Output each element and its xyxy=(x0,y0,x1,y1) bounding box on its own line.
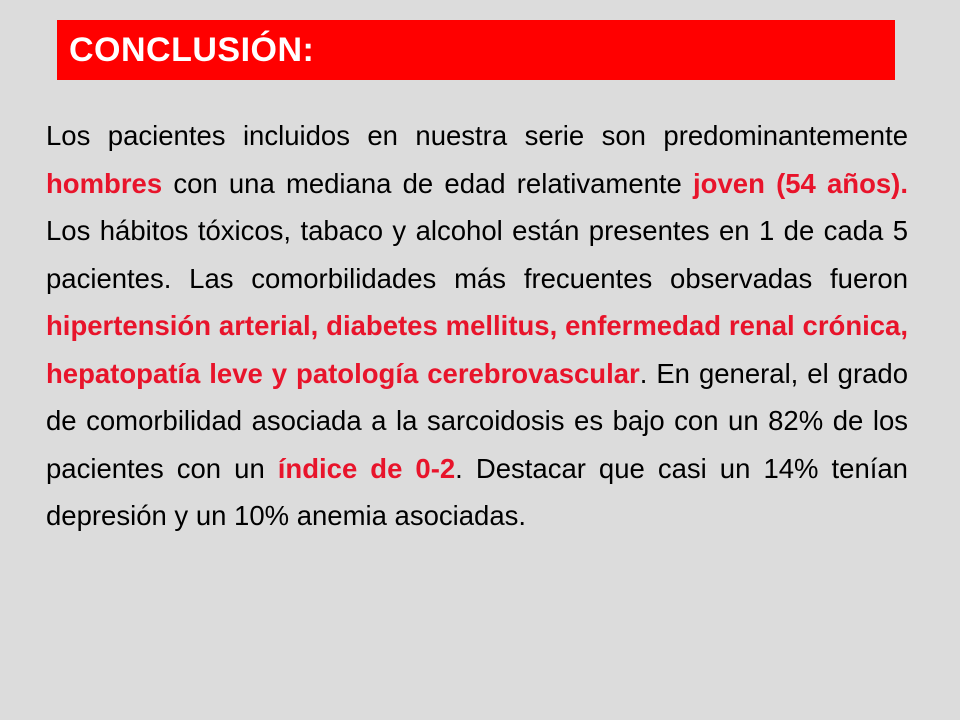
highlight-age: joven (54 años). xyxy=(693,167,908,199)
text-segment: Los hábitos tóxicos, tabaco y alcohol están presentes en 1 de cada 5 pacientes. Las comorbilidades más frecuentes observadas fueron xyxy=(46,215,908,294)
slide-title: CONCLUSIÓN: xyxy=(69,30,315,69)
highlight-comorbidities: hipertensión arterial, diabetes mellitus, enfermedad renal crónica, hepatopatía leve y patología cerebrovascular xyxy=(46,310,908,389)
text-segment: con una mediana de edad relativamente xyxy=(162,167,694,199)
text-segment: . En general, el grado de comorbilidad asociada a la sarcoidosis es bajo con un 82% de los pacientes con un xyxy=(46,357,908,484)
title-bar xyxy=(57,20,895,80)
conclusion-paragraph xyxy=(46,112,908,540)
text-segment: . Destacar que casi un 14% tenían depresión y un 10% anemia asociadas. xyxy=(46,452,908,531)
highlight-index: índice de 0-2 xyxy=(277,452,456,484)
text-segment: Los pacientes incluidos en nuestra serie son predominantemente xyxy=(46,120,908,151)
highlight-gender: hombres xyxy=(46,167,163,199)
